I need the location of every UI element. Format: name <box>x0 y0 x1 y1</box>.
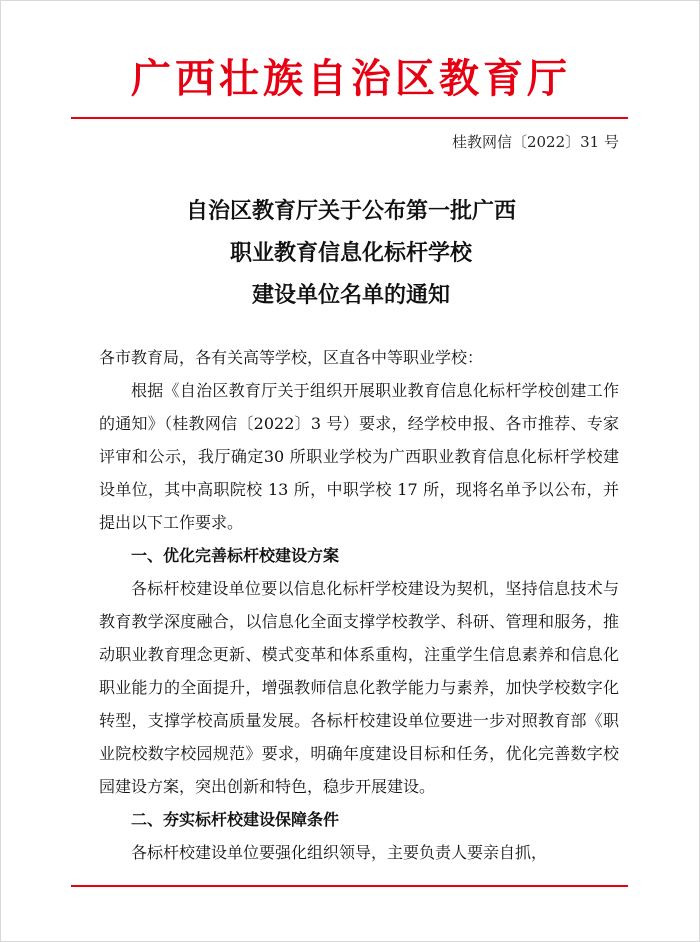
section-1-heading: 一、优化完善标杆校建设方案 <box>131 546 340 565</box>
salutation: 各市教育局，各有关高等学校，区直各中等职业学校： <box>99 348 484 367</box>
title-line-3: 建设单位名单的通知 <box>251 283 450 308</box>
red-footer-rule <box>71 885 628 887</box>
section-1-paragraph: 各标杆校建设单位要以信息化标杆学校建设为契机，坚持信息技术与教育教学深度融合，以信息化全面支撑学校教学、科研、管理和服务，推动职业教育理念更新、模式变革和体系重构，注重学生信息素养和信息化职业能力的全面提升，增强教师信息化教学能力与素养，加快学校数字化转型，支撑学校高质量发展。各标杆校建设单位要进一步对照教育部《职业院校数字校园规范》要求，明确年度建设目标和任务，优化完善数字校园建设方案，突出创新和特色，稳步开展建设。 <box>99 579 619 796</box>
intro-paragraph: 根据《自治区教育厅关于组织开展职业教育信息化标杆学校创建工作的通知》（桂教网信〔2022〕3 号）要求，经学校申报、各市推荐、专家评审和公示，我厅确定30 所职业学校为广西职业教育信息化标杆学校建设单位，其中高职院校 13 所，中职学校 17 所，现将名单予以公布，并提出以下工作要求。 <box>99 381 619 532</box>
document-title <box>1 191 700 317</box>
title-line-1: 自治区教育厅关于公布第一批广西 <box>185 199 516 224</box>
section-2-paragraph: 各标杆校建设单位要强化组织领导，主要负责人要亲自抓， <box>131 843 548 862</box>
red-header-rule <box>71 117 628 119</box>
section-2-heading: 二、夯实标杆校建设保障条件 <box>131 810 340 829</box>
document-body <box>99 341 619 869</box>
title-line-2: 职业教育信息化标杆学校 <box>229 241 472 266</box>
issuing-org-header: 广西壮族自治区教育厅 <box>131 55 571 102</box>
document-number: 桂教网信〔2022〕31 号 <box>451 133 619 151</box>
